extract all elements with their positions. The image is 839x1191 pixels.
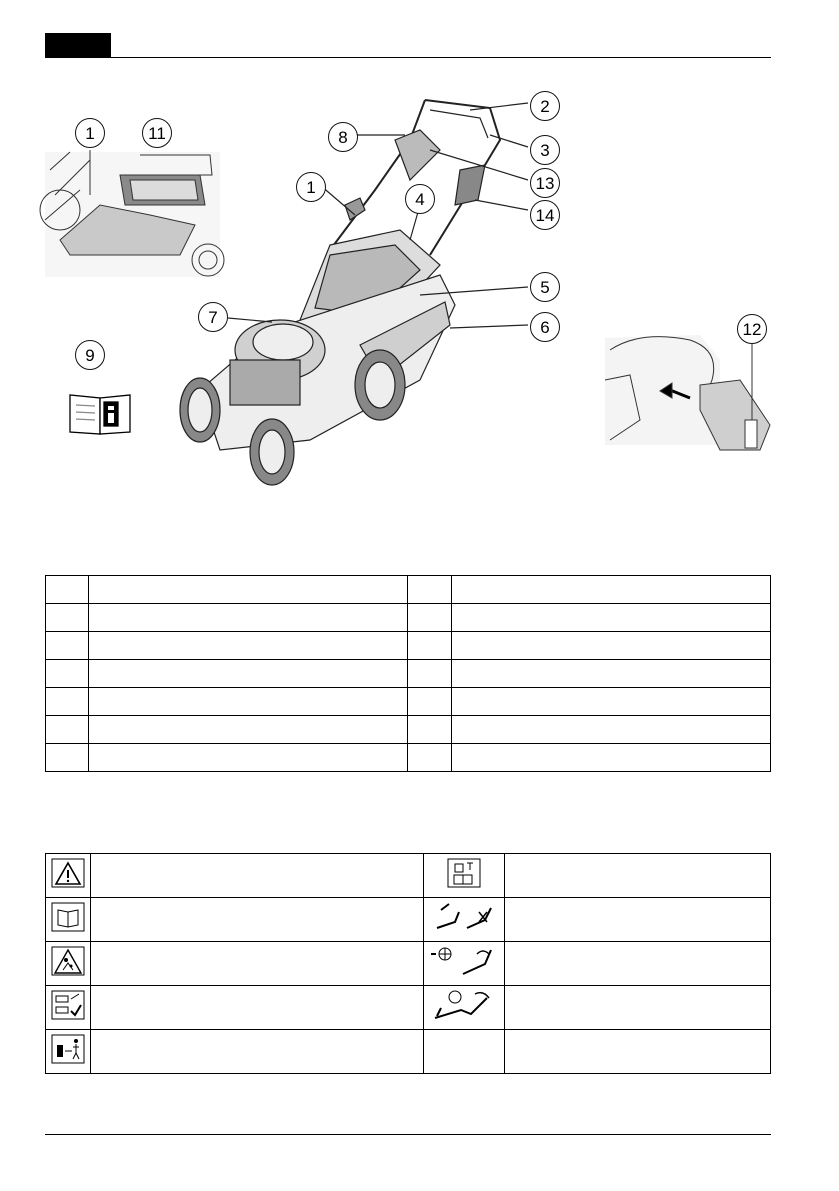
callout-12: 12 xyxy=(737,314,767,344)
mulch-insert-inset xyxy=(605,335,770,450)
callout-3: 3 xyxy=(530,135,560,165)
symbol-icon-cell xyxy=(424,942,505,986)
parts-table-row xyxy=(46,576,771,604)
part-name xyxy=(89,660,408,688)
part-number xyxy=(46,660,89,688)
callout-5: 5 xyxy=(530,272,560,302)
symbol-description xyxy=(505,986,771,1030)
symbol-icon-cell xyxy=(46,986,91,1030)
part-number xyxy=(46,716,89,744)
symbol-description xyxy=(90,986,423,1030)
callout-6: 6 xyxy=(530,312,560,342)
parts-table-row xyxy=(46,744,771,772)
disconnect-plug-icon xyxy=(51,1007,85,1024)
part-number xyxy=(408,744,451,772)
read-manual-icon xyxy=(51,919,85,936)
symbol-icon-cell xyxy=(424,854,505,898)
header-rule xyxy=(45,57,771,58)
parts-table xyxy=(45,575,771,772)
callout-11: 11 xyxy=(142,118,172,148)
lawnmower-main xyxy=(180,100,528,485)
symbols-table-row xyxy=(46,898,771,942)
symbols-table-row xyxy=(46,854,771,898)
parts-table-row xyxy=(46,632,771,660)
callout-14: 14 xyxy=(530,200,560,230)
keep-distance-icon xyxy=(51,1051,85,1068)
part-name xyxy=(451,604,770,632)
manual-info-icon xyxy=(70,395,130,434)
symbol-icon-cell xyxy=(46,942,91,986)
header-black-tab xyxy=(45,33,111,58)
part-name xyxy=(89,632,408,660)
mower-figure xyxy=(0,80,839,500)
callout-7: 7 xyxy=(198,302,228,332)
part-name xyxy=(451,688,770,716)
part-number xyxy=(408,716,451,744)
part-name xyxy=(89,604,408,632)
symbols-table-row xyxy=(46,986,771,1030)
part-number xyxy=(408,632,451,660)
part-number xyxy=(46,744,89,772)
parts-table-row xyxy=(46,688,771,716)
callout-13: 13 xyxy=(530,168,560,198)
callout-2: 2 xyxy=(530,91,560,121)
symbol-icon-cell xyxy=(46,1030,91,1074)
part-name xyxy=(89,688,408,716)
part-name xyxy=(89,716,408,744)
parts-table-row xyxy=(46,604,771,632)
symbols-table xyxy=(45,853,771,1074)
warning-triangle-icon xyxy=(51,875,85,892)
part-name xyxy=(451,576,770,604)
part-name xyxy=(89,576,408,604)
callout-1-inset: 1 xyxy=(75,118,105,148)
symbol-icon-cell xyxy=(46,854,91,898)
part-number xyxy=(408,688,451,716)
symbol-icon-cell xyxy=(424,1030,505,1074)
callout-1-main: 1 xyxy=(296,172,326,202)
part-number xyxy=(46,688,89,716)
part-number xyxy=(408,576,451,604)
symbol-icon-cell xyxy=(46,898,91,942)
symbol-description xyxy=(90,898,423,942)
part-name xyxy=(451,632,770,660)
symbols-table-row xyxy=(46,942,771,986)
part-name xyxy=(451,716,770,744)
symbol-description xyxy=(90,942,423,986)
part-number xyxy=(46,576,89,604)
part-number xyxy=(408,660,451,688)
foot-blade-icon xyxy=(427,1009,501,1026)
thrown-objects-icon xyxy=(51,963,85,980)
symbol-icon-cell xyxy=(424,986,505,1030)
symbol-description xyxy=(90,854,423,898)
part-number xyxy=(408,604,451,632)
symbol-description xyxy=(505,898,771,942)
rotating-blade-hand-icon xyxy=(427,965,501,982)
symbol-description xyxy=(505,854,771,898)
footer-rule xyxy=(45,1134,771,1135)
parts-table-row xyxy=(46,716,771,744)
hand-pinch-blade-icon xyxy=(427,921,501,938)
mower-illustration xyxy=(0,80,839,500)
part-name xyxy=(451,660,770,688)
grass-bag-detail-inset xyxy=(40,150,224,277)
symbol-description xyxy=(505,942,771,986)
symbols-table-row xyxy=(46,1030,771,1074)
remove-spark-plug-icon xyxy=(447,875,481,892)
parts-table-row xyxy=(46,660,771,688)
callout-4: 4 xyxy=(405,184,435,214)
symbol-description xyxy=(90,1030,423,1074)
callout-8: 8 xyxy=(328,122,358,152)
part-name xyxy=(451,744,770,772)
part-number xyxy=(46,632,89,660)
symbol-icon-cell xyxy=(424,898,505,942)
part-name xyxy=(89,744,408,772)
part-number xyxy=(46,604,89,632)
callout-9: 9 xyxy=(75,340,105,370)
symbol-description xyxy=(505,1030,771,1074)
